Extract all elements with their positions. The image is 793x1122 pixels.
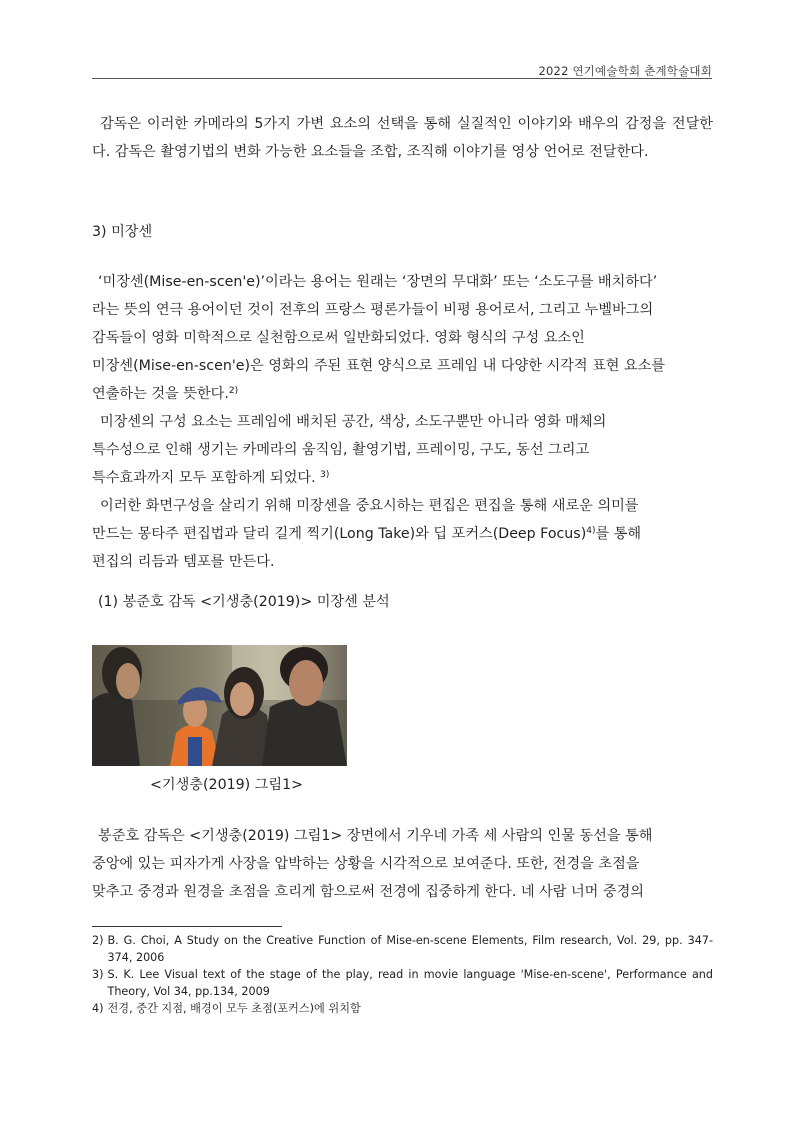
paragraph-line [92,520,713,548]
footnote-number: 2) [92,934,104,947]
paragraph-line: 편집의 리듬과 템포를 만든다. [92,554,275,570]
line-text: 특수효과까지 모두 포함하게 되었다. [92,470,321,486]
footnote-item [92,932,713,966]
line-text: 를 통해 [595,526,642,542]
footnote-text: S. K. Lee Visual text of the stage of the play, read in movie language 'Mise-en-scene', Performance and Theory, Vol 34, pp.134, 2009 [107,968,713,998]
footnote-text: B. G. Choi, A Study on the Creative Function of Mise-en-scene Elements, Film research, Vol. 29, pp. 347-374, 2006 [107,934,713,964]
paragraph-line: 미장센(Mise-en-scen'e)은 영화의 주된 표현 양식으로 프레임 내 다양한 시각적 표현 요소를 [92,358,666,374]
subsection-heading: (1) 봉준호 감독 <기생충(2019)> 미장센 분석 [98,594,390,610]
footnote-number: 3) [92,968,104,981]
editing-paragraph [92,492,713,576]
footnotes [92,932,713,1017]
line-text: 만드는 몽타주 편집법과 달리 길게 찍기(Long Take)와 딥 포커스(Deep Focus) [92,526,587,542]
paragraph-line: ‘미장센(Mise-en-scen'e)’이라는 용어는 원래는 ‘장면의 무대화’ 또는 ‘소도구를 배치하다’ [98,274,658,290]
running-header: 2022 연기예술학회 춘계학술대회 [538,64,712,78]
footnote-number: 4) [92,1002,104,1015]
mise-en-scene-section [92,268,713,576]
paragraph-line: 라는 뜻의 연극 용어이던 것이 전후의 프랑스 평론가들이 비평 용어로서, 그리고 누벨바그의 [92,302,654,318]
paragraph-line: 봉준호 감독은 <기생충(2019) 그림1> 장면에서 기우네 가족 세 사람의 인물 동선을 통해 [98,828,653,844]
footnote-item [92,1000,713,1017]
intro-paragraph: 감독은 이러한 카메라의 5가지 가변 요소의 선택을 통해 실질적인 이야기와 배우의 감정을 전달한다. 감독은 촬영기법의 변화 가능한 요소들을 조합, 조직해 이야기를 영상 언어로 전달한다. [92,116,713,160]
definition-paragraph [92,268,713,408]
paragraph-line: 이러한 화면구성을 살리기 위해 미장센을 중요시하는 편집은 편집을 통해 새로운 의미를 [100,498,639,514]
center-figure-stripe [188,737,202,766]
footnote-ref[interactable]: 4) [586,526,596,536]
left-figure-face [116,663,140,699]
footnote-divider [92,926,282,927]
footnote-item [92,966,713,1000]
paragraph-line: 감독들이 영화 미학적으로 실천함으로써 일반화되었다. 영화 형식의 구성 요소인 [92,330,585,346]
section-heading: 3) 미장센 [92,224,153,240]
right-man-face [289,660,323,706]
line-text: 연출하는 것을 뜻한다. [92,386,229,402]
paragraph-line: 중앙에 있는 피자가게 사장을 압박하는 상황을 시각적으로 보여준다. 또한, 전경을 초점을 [92,856,640,872]
analysis-paragraph [92,822,713,906]
footnote-text: 전경, 중간 지점, 배경이 모두 초점(포커스)에 위치함 [107,1002,361,1015]
footnote-ref[interactable]: 3) [320,470,330,480]
film-still-image [92,645,347,766]
film-still-illustration [92,645,347,766]
paragraph-line [92,464,713,492]
paragraph-line [92,380,713,408]
elements-paragraph [92,408,713,492]
figure-caption: <기생충(2019) 그림1> [150,777,304,793]
right-man-body [262,698,347,766]
paragraph-line: 맞추고 중경과 원경을 초점을 흐리게 함으로써 전경에 집중하게 한다. 네 사람 너머 중경의 [92,884,645,900]
paragraph-line: 특수성으로 인해 생기는 카메라의 움직임, 촬영기법, 프레이밍, 구도, 동선 그리고 [92,442,590,458]
paragraph-line: 미장센의 구성 요소는 프레임에 배치된 공간, 색상, 소도구뿐만 아니라 영화 매체의 [100,414,607,430]
footnote-ref[interactable]: 2) [228,386,239,396]
header-divider [92,78,712,79]
right-woman-face [230,682,254,716]
